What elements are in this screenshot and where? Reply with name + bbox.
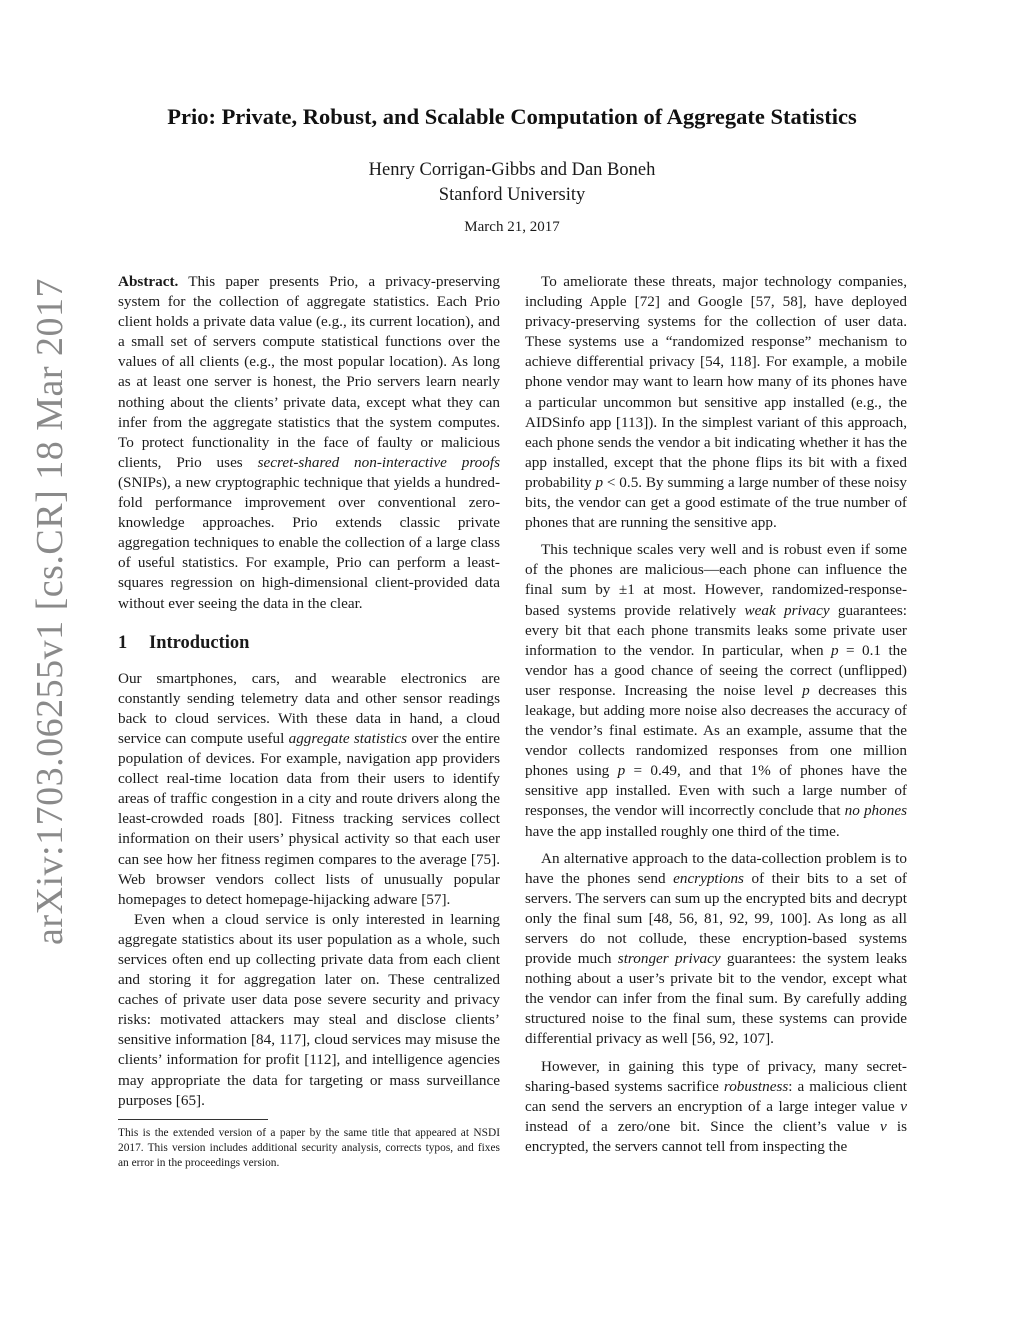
intro-paragraph-6: However, in gaining this type of privacy, many secret-sharing-based systems sacrifice robustness: a malicious client can send the servers an encryption of a large integer value v instead of a zero/one bit. Since the client’s value v is encrypted, the servers cannot tell from inspecting the: [525, 1057, 908, 1155]
footnote: This is the extended version of a paper by the same title that appeared at NSDI 2017. This version includes additional security analysis, corrects typos, and fixes an error in the proceedings version.: [118, 1126, 500, 1169]
author-block: [0, 158, 1024, 208]
right-column: [525, 272, 907, 1157]
intro-paragraph-5: An alternative approach to the data-collection problem is to have the phones send encryptions of their bits to a set of servers. The servers can sum up the encrypted bits and decrypt only the final sum [48, 56, 81, 92, 99, 100]. As long as all servers do not collude, these encryption-based systems provide much stronger privacy guarantees: the system leaks nothing about a user’s private bit to the vendor, except what the vendor can infer from the final sum. By carefully adding structured noise to the final sum, these systems can provide differential privacy as well [56, 92, 107].: [525, 849, 907, 1048]
snip-term: secret-shared non-interactive proofs: [257, 453, 500, 471]
intro-paragraph-4: This technique scales very well and is robust even if some of the phones are malicious—each phone can influence the final sum by ±1 at most. However, randomized-response-based systems provide relatively weak privacy guarantees: every bit that each phone transmits leaks some private user information to the vendor. In particular, when p = 0.1 the vendor has a good chance of seeing the correct (unflipped) user response. Increasing the noise level p decreases this leakage, but adding more noise also decreases the accuracy of the vendor’s final estimate. As an example, assume that the vendor collects randomized responses from one million phones using p = 0.49, and that 1% of phones have the sensitive app installed. Even with such a large number of responses, the vendor will incorrectly conclude that no phones have the app installed roughly one third of the time.: [525, 541, 908, 840]
paper-date: March 21, 2017: [464, 219, 560, 235]
abstract: Abstract. This paper presents Prio, a privacy-preserving system for the collection of aggregate statistics. Each Prio client holds a private data value (e.g., its current location), and a small set of servers compute statistical functions over the values of all clients (e.g., the most popular location). As long as at least one server is honest, the Prio servers learn nearly nothing about the clients’ private data, except what they can infer from the aggregate statistics that the system computes. To protect functionality in the face of faulty or malicious clients, Prio uses secret-shared non-interactive proofs (SNIPs), a new cryptographic technique that yields a hundred-fold performance improvement over conventional zero-knowledge approaches. Prio extends classic private aggregation techniques to enable the collection of a large class of useful statistics. For example, Prio can perform a least-squares regression on high-dimensional client-provided data without ever seeing the data in the clear.: [118, 273, 500, 612]
section-title: Introduction: [149, 632, 250, 653]
intro-paragraph-1: Our smartphones, cars, and wearable electronics are constantly sending telemetry data and other sensor readings back to cloud services. With these data in hand, a cloud service can compute useful aggregate statistics over the entire population of devices. For example, navigation app providers collect real-time location data from their users to identify areas of traffic congestion in a city and route drivers along the least-crowded roads [80]. Fitness tracking services collect information on their users’ physical activity so that each user can see how her fitness regimen compares to the average [75]. Web browser vendors collect lists of unusually popular homepages to detect homepage-hijacking adware [57].: [118, 669, 500, 908]
arxiv-identifier: arXiv:1703.06255v1 [cs.CR] 18 Mar 2017: [29, 277, 71, 945]
left-column: [118, 272, 500, 1171]
intro-paragraph-2: Even when a cloud service is only interested in learning aggregate statistics about its user population as a whole, such services often end up collecting private data from each client and storing it for aggregation later on. These centralized caches of private user data pose severe security and privacy risks: motivated attackers may steal and disclose clients’ sensitive information [84, 117], cloud services may misuse the clients’ information for profit [112], and intelligence agencies may appropriate the data for targeting or mass surveillance purposes [65].: [118, 910, 500, 1109]
intro-paragraph-3: To ameliorate these threats, major technology companies, including Apple [72] and Google [57, 58], have deployed privacy-preserving systems for the collection of user data. These systems use a “randomized response” mechanism to achieve differential privacy [54, 118]. For example, a mobile phone vendor may want to learn how many of its phones have a particular uncommon but sensitive app installed (e.g., the AIDSinfo app [113]). In the simplest variant of this approach, each phone sends the vendor a bit indicating whether it has the app installed, except that the phone flips its bit with a fixed probability p < 0.5. By summing a large number of these noisy bits, the vendor can get a good estimate of the true number of phones that are running the sensitive app.: [525, 273, 907, 532]
affiliation: Stanford University: [438, 185, 586, 205]
paper-title: Prio: Private, Robust, and Scalable Computation of Aggregate Statistics: [167, 104, 857, 129]
paper-header: [0, 104, 1024, 236]
author-names: Henry Corrigan-Gibbs and Dan Boneh: [368, 160, 656, 180]
abstract-label: Abstract.: [118, 273, 179, 290]
section-number: 1: [118, 632, 128, 653]
section-heading-introduction: [118, 633, 500, 653]
footnote-divider: [118, 1119, 268, 1120]
